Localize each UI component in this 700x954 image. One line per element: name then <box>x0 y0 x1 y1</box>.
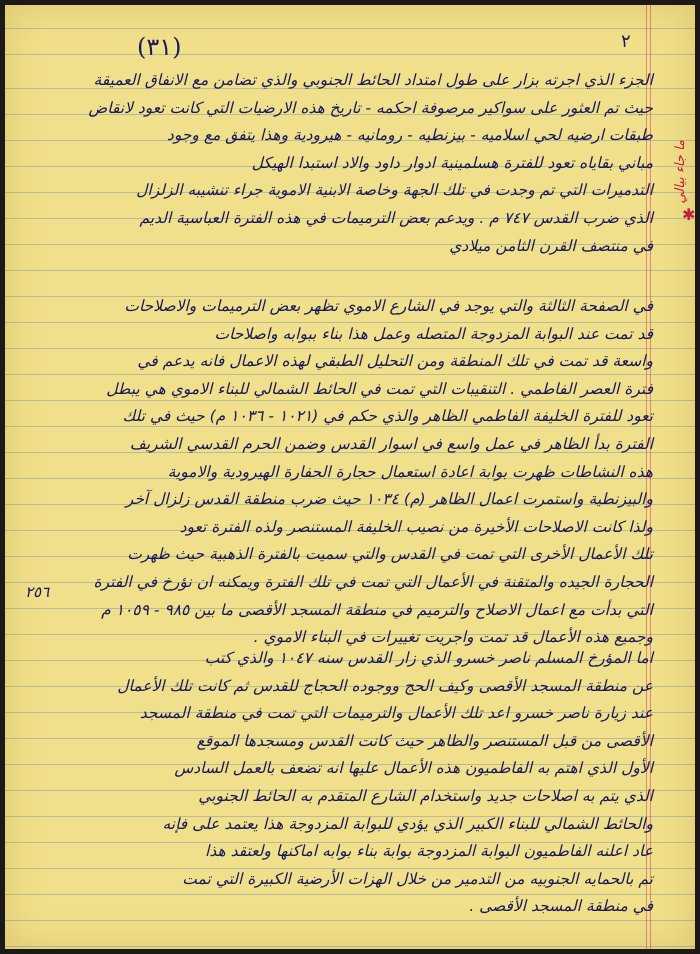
paragraph-2 <box>53 293 653 652</box>
text-line: تم بالحمايه الجنوبيه من التدمير من خلال الهزات الأرضية الكبيرة التي تمت <box>182 869 653 888</box>
text-line: وجميع هذه الأعمال قد تمت واجريت تغييرات في البناء الاموي . <box>253 628 653 647</box>
text-line: تلك الأعمال الأخرى التي تمت في القدس والتي سميت بالفترة الذهبية حيث ظهرت <box>127 545 653 564</box>
text-line: التي بدأت مع اعمال الاصلاح والترميم في منطقة المسجد الأقصى ما بين ٩٨٥ - ١٠٥٩ م <box>101 600 653 619</box>
text-line: فترة العصر الفاطمي . التنقيبات التي تمت في الحائط الشمالي للبناء الاموي هي يبطل <box>106 379 653 398</box>
asterisk-icon: ✱ <box>682 205 696 224</box>
text-line: الجزء الذي اجرته بزار على طول امتداد الحائط الجنوبي والذي تضامن مع الانفاق العميقة <box>93 71 653 89</box>
page-number: (٣١) <box>137 33 182 61</box>
text-line: طبقات ارضيه لحي اسلاميه - بيزنطيه - رومانيه - هيرودية وهذا يتفق مع وجود <box>166 126 653 145</box>
text-line: تعود للفترة الخليفة الفاطمي الظاهر والذي حكم في (١٠٢١ - ١٠٣٦ م) حيث في تلك <box>122 407 653 426</box>
text-line: اما المؤرخ المسلم ناصر خسرو الذي زار القدس سنه ١٠٤٧ والذي كتب <box>204 649 653 667</box>
text-line: الحجارة الجيده والمتقنة في الأعمال التي تمت في تلك الفترة ويمكنه ان نؤرخ في الفترة <box>93 572 653 591</box>
text-line: الأول الذي اهتم به الفاطميون هذه الأعمال عليها انه تضعف بالعمل السادس <box>174 759 653 778</box>
text-line: هذه النشاطات ظهرت بوابة اعادة استعمال حجارة الحفارة الهيرودية والاموية <box>167 462 653 481</box>
text-line: الأقصى من قبل المستنصر والظاهر حيث كانت القدس ومسجدها الموقع <box>196 731 653 750</box>
paragraph-1 <box>53 67 653 260</box>
margin-annotation: ما جاء بيالي <box>673 140 688 204</box>
text-line: الفترة بدأ الظاهر في عمل واسع في اسوار القدس وضمن الحرم القدسي الشريف <box>129 434 653 453</box>
text-line: عاد اعلنه الفاطميون البوابة المزدوجة بوابة بناء بوابه اماكنها ولعتقد هذا <box>205 842 653 861</box>
text-line: حيث تم العثور على سواكير مرصوفة احكمه - تاريخ هذه الارضيات التي كانت تعود لانقاض <box>88 98 653 117</box>
text-line: مباني بقاياه تعود للفترة هسلمينية ادوار داود والاد استبدا الهيكل <box>251 153 653 172</box>
text-line: الذي يتم به اصلاحات جديد واستخدام الشارع المتقدم به الحائط الجنوبي <box>198 786 653 805</box>
text-line: والحائط الشمالي للبناء الكبير الذي يؤدي للبوابة المزدوجة هذا يعتمد على فإنه <box>162 814 653 833</box>
text-line: عند زيارة ناصر خسرو اعد تلك الأعمال والترميمات التي تمت في منطقة المسجد <box>139 704 653 723</box>
text-line: واسعة قد تمت في تلك المنطقة ومن التحليل الطبقي لهذه الاعمال فانه يدعم في <box>137 352 653 371</box>
text-line: الذي ضرب القدس ٧٤٧ م . ويدعم بعض الترميمات في هذه الفترة العباسية الديم <box>139 208 653 227</box>
text-line: والبيزنطية واستمرت اعمال الظاهر (م) ١٠٣٤ حيث ضرب منطقة القدس زلزال آخر <box>125 490 653 509</box>
notebook-page <box>5 5 695 949</box>
text-line: في منتصف القرن الثامن ميلادي <box>449 236 653 255</box>
text-line: عن منطقة المسجد الأقصى وكيف الحج ووجوده الحجاج للقدس ثم كانت تلك الأعمال <box>117 676 653 695</box>
text-line: قد تمت عند البوابة المزدوجة المتصله وعمل هذا بناء ببوابه واصلاحات <box>214 324 653 343</box>
text-line: التدميرات التي تم وجدت في تلك الجهة وخاصة الابنية الاموية جراء تنشيبه الزلزال <box>136 181 653 200</box>
margin-note: ٢٥٦ <box>25 583 50 601</box>
corner-mark: ٢ <box>621 31 631 52</box>
text-line: في الصفحة الثالثة والتي يوجد في الشارع الاموي تظهر بعض الترميمات والاصلاحات <box>124 297 653 315</box>
text-line: ولذا كانت الاصلاحات الأخيرة من نصيب الخليفة المستنصر ولذه الفترة تعود <box>179 517 653 536</box>
paragraph-3 <box>53 645 653 921</box>
text-line: في منطقة المسجد الأقصى . <box>469 897 653 916</box>
